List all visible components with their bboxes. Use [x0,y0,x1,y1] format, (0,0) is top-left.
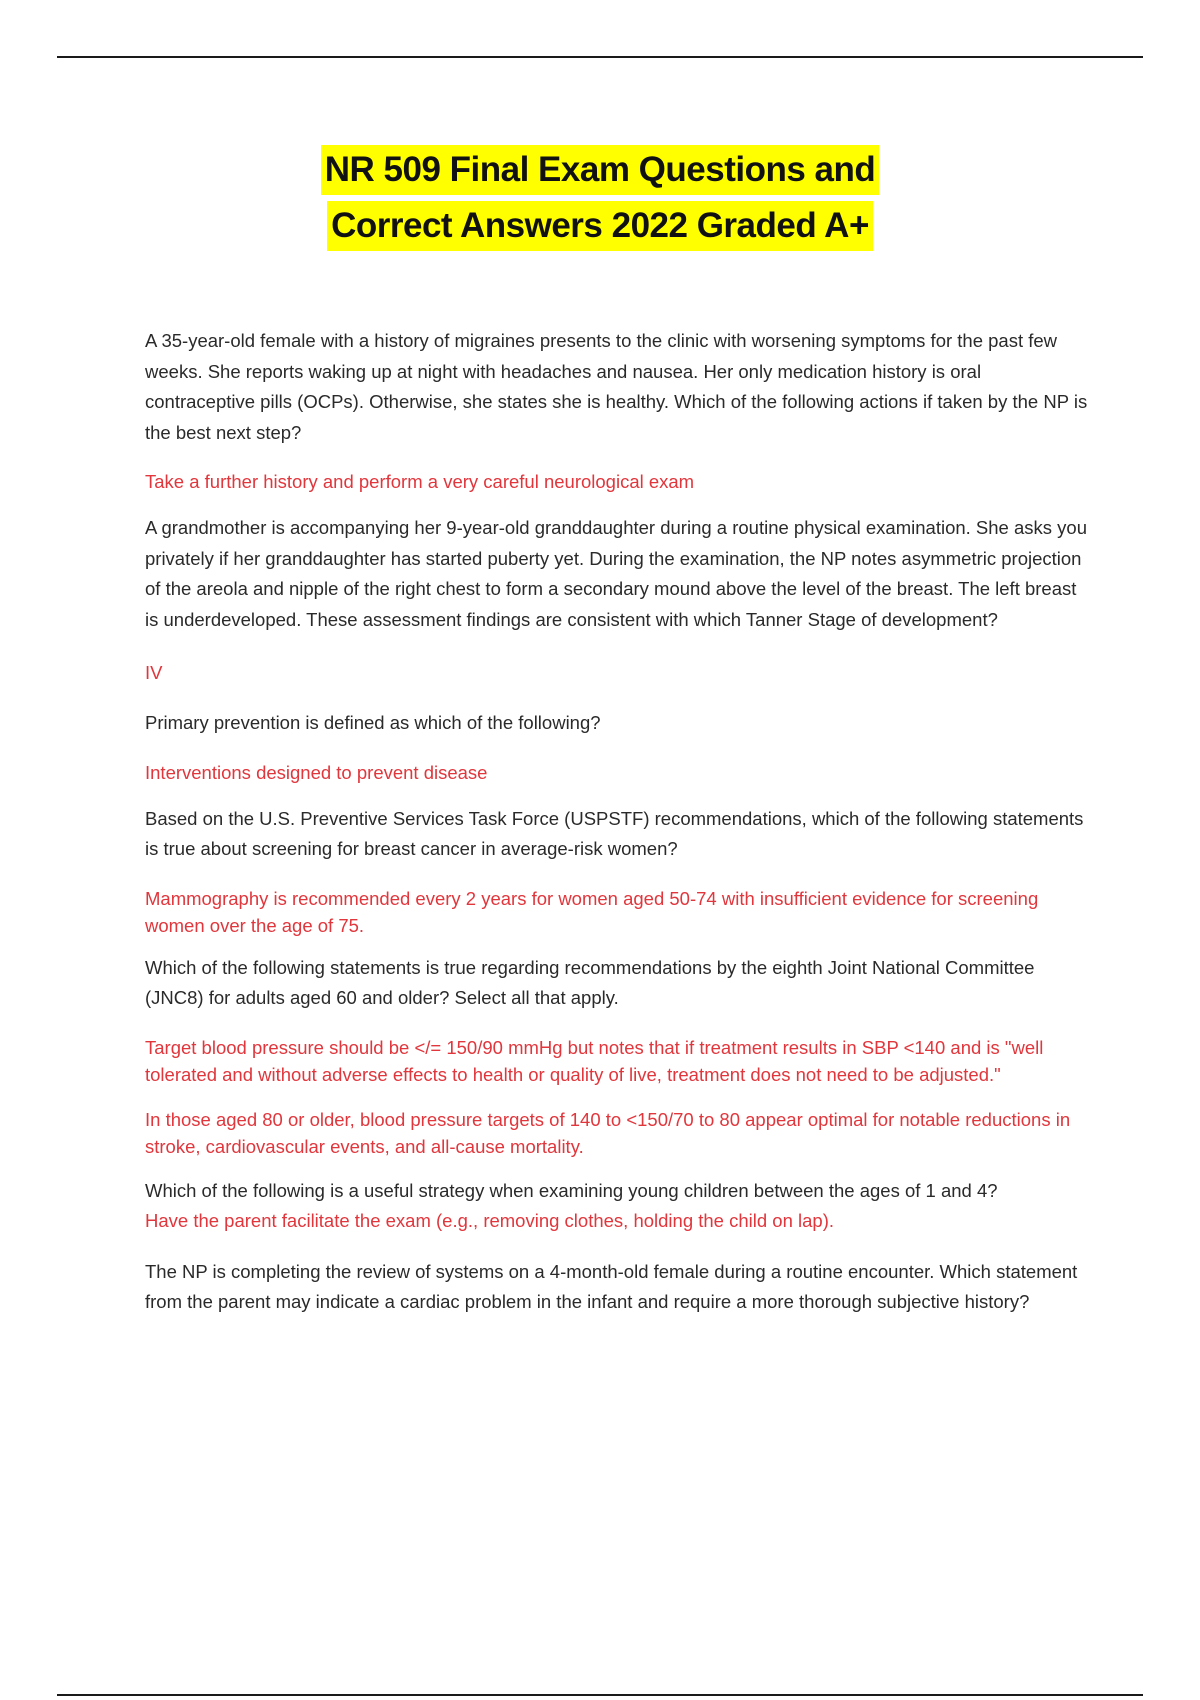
question-4: Based on the U.S. Preventive Services Task Force (USPSTF) recommendations, which of the following statements is true about screening for breast cancer in average-risk women? [145,807,1084,859]
answer-5b: In those aged 80 or older, blood pressure targets of 140 to <150/70 to 80 appear optimal for notable reductions in stroke, cardiovascular events, and all-cause mortality. [145,1108,1071,1157]
answer-6: Have the parent facilitate the exam (e.g., removing clothes, holding the child on lap). [145,1210,834,1231]
bottom-rule [57,1694,1143,1696]
question-5: Which of the following statements is true regarding recommendations by the eighth Joint National Committee (JNC8) for adults aged 60 and older? Select all that apply. [145,956,1035,1008]
answer-1: Take a further history and perform a very careful neurological exam [145,471,695,492]
answer-5a: Target blood pressure should be </= 150/90 mmHg but notes that if treatment results in SBP <140 and is "well tolerated and without adverse effects to health or quality of live, treatment does not need to be adjusted." [145,1036,1044,1085]
question-6: Which of the following is a useful strategy when examining young children between the ages of 1 and 4? [145,1179,998,1201]
answer-2: IV [145,662,163,683]
top-rule [57,56,1143,58]
qa-content [145,326,1090,1318]
answer-3: Interventions designed to prevent disease [145,761,488,783]
question-1: A 35-year-old female with a history of migraines presents to the clinic with worsening symptoms for the past few weeks. She reports waking up at night with headaches and nausea. Her only medication history is oral contraceptive pills (OCPs). Otherwise, she states she is healthy. Which of the following actions if taken by the NP is the best next step? [145,330,1088,443]
answer-4: Mammography is recommended every 2 years for women aged 50-74 with insufficient evidence for screening women over the age of 75. [145,887,1039,936]
document-title [0,145,1200,257]
question-2: A grandmother is accompanying her 9-year-old granddaughter during a routine physical examination. She asks you privately if her granddaughter has started puberty yet. During the examination, the NP notes asymmetric projection of the areola and nipple of the right chest to form a secondary mound above the level of the breast. The left breast is underdeveloped. These assessment findings are consistent with which Tanner Stage of development? [145,517,1087,630]
title-line-2: Correct Answers 2022 Graded A+ [327,201,873,251]
question-3: Primary prevention is defined as which of the following? [145,712,601,733]
title-line-1: NR 509 Final Exam Questions and [321,145,880,195]
question-7: The NP is completing the review of systems on a 4-month-old female during a routine encounter. Which statement from the parent may indicate a cardiac problem in the infant and require a more thorough subjective history? [145,1260,1078,1312]
